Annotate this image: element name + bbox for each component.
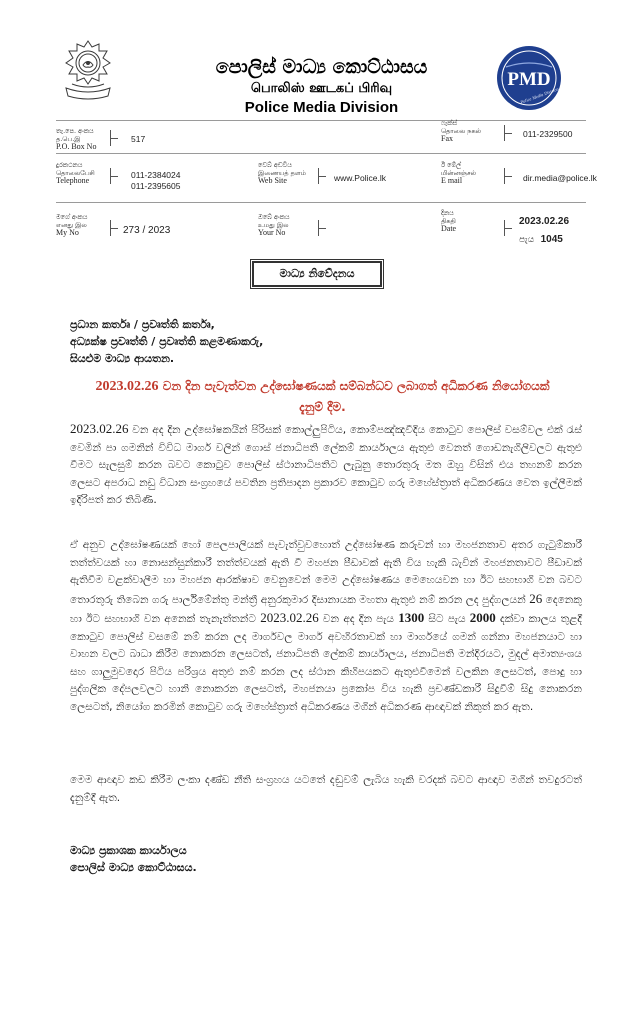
paragraph-2-text: වන අද දින පැය: [322, 613, 394, 625]
bracket: [318, 168, 328, 184]
time-label: පැය: [519, 234, 535, 244]
my-no-label: මගේ අංකය எனது இல My No: [56, 213, 88, 237]
notice-title: මාධ්‍ය නිවේදනය: [252, 261, 382, 287]
pmd-logo-text: PMD: [507, 69, 551, 90]
headline-line2: දැනුම් දීම.: [299, 400, 346, 414]
email-value[interactable]: dir.media@police.lk: [523, 173, 597, 183]
signature-line: මාධ්‍ය ප්‍රකාශක කාර්යාලය: [70, 844, 187, 857]
time-row: [519, 234, 563, 245]
time-value: 1045: [540, 234, 563, 245]
paragraph-2-text: දෙනෙකු හා ඊට සහභාගි වන අනෙක් තැනැත්තන්ට: [70, 593, 582, 625]
headline: [60, 376, 585, 417]
time-to: 2000: [469, 610, 496, 625]
po-box-label: තැ.පෙ. අංකය த.பெ.இ P.O. Box No: [56, 127, 97, 151]
paragraph-2-text: දක්වා කාලය තුළදී කොටුව පොලිස් වසමේ නම් කරන ලද මාර්ගවල මාර්ග අවහිරතාවක් හා මාර්ගයේ ගමන් ගන්නා මහජනයාට හා වාහන වලට බාධා කිරීම නොකරන ලෙසටත්, ජනාධිපති ලේකම් කාර්යාලය, ජනාධිපති මන්දිරයට, මුදල් අමාත්‍යංශය සහ ගාලුමුවදොර පිටිය පරිශ්‍රය අතුළු නම් කරන ලද ස්ථාන කිහිපයකට ඇතුළුවීමෙන් වලකින ලෙසටත්, පොදු හා පුද්ගලික දේපලවලට හානි නොකරන ලෙසටත්, මහජනයා ප්‍රකෝප විය හැකි ප්‍රචණ්ඩකාරී සිදුවීම් සිදු නොකරන ලෙසටත්, නියෝග කරමින් කොටුව ගරු මහේස්ත්‍රාත් අධිකරණය මගින් අධිකරණ ආඥාවක් නිකුත් කර ඇත.: [70, 613, 582, 713]
fax-value: 011-2329500: [523, 129, 573, 139]
signature-line: පොලිස් මාධ්‍ය කොට්ඨාසය.: [70, 861, 197, 874]
addressee-line: සියළුම මාධ්‍ය ආයතන.: [70, 352, 175, 365]
headline-text: වන දින පැවැත්වන උද්ඝෝෂණයක් සම්බන්ධව ලබාගත් අධිකරණ නියෝගයක්: [162, 379, 550, 393]
divider: [56, 202, 586, 203]
bracket: [504, 125, 514, 141]
pmd-logo-ring-text: Police Media Division: [519, 86, 560, 105]
date-value: 2023.02.26: [519, 216, 570, 227]
email-label: ඊ මේල් மின்னஞ்சல் E mail: [441, 161, 476, 185]
time-from: 1300: [398, 610, 425, 625]
paragraph-2-text: සිට පැය: [428, 613, 466, 625]
website-value[interactable]: www.Police.lk: [334, 173, 386, 183]
my-no-value: 273 / 2023: [123, 225, 171, 236]
divider: [56, 153, 586, 154]
person-count: 26: [529, 590, 543, 606]
title-sinhala: පොලිස් මාධ්‍ය කොට්ඨාසය: [215, 56, 428, 78]
paragraph-2-date: 2023.02.26: [260, 610, 319, 625]
paragraph-2: [70, 537, 582, 716]
paragraph-1: [70, 420, 582, 510]
bracket: [110, 130, 120, 146]
paragraph-2-text: ඒ අනුව උද්ඝෝෂණයක් හෝ පෙලපාලියක් පැවැත්වුවහොත් උද්ඝෝෂණ කරුවන් හා මහජනතාව අතර ගැටුම්කාරී තත්ත්වයක් හා නොසන්සුන්කාරී තත්ත්වයක් ඇති වී මහජන පීඩාවක් ඇති විය හැකි බැවින් මහජනතාවට පීඩාවක් ඇතිවීම වළක්වාලීම හා මහජන ආරක්ෂාව වෙනුවෙන් මෙම උද්ඝෝෂණය මෙහෙයවන හා ඊට සහභාගි වන බවට තොරතුරු තිබෙන ගරු පාර්ලිමේන්තු මන්ත්‍රී අනුරකුමාර දිසානායක මහතා ඇතුළු නම් කරන ලද පුද්ගලයන්: [70, 539, 582, 606]
bracket: [504, 220, 514, 236]
po-box-value: 517: [131, 134, 146, 144]
date-label: දිනය திகதி Date: [441, 209, 457, 233]
title-tamil: பொலிஸ் ஊடகப் பிரிவு: [250, 81, 393, 96]
telephone-label: දුරකථනය தொலைபேசி Telephone: [56, 161, 95, 185]
bracket: [110, 168, 120, 184]
telephone-value-1: 011-2384024: [131, 170, 181, 180]
website-label: වෙබ් අඩවිය இணையத் தளம் Web Site: [258, 161, 306, 185]
pmd-logo-icon: [496, 45, 562, 111]
bracket: [504, 168, 514, 184]
telephone-value-2: 011-2395605: [131, 181, 181, 191]
paragraph-3: මෙම ආඥාව කඩ කිරීම ලංකා දණ්ඩ නීති සංග්‍රහය යටතේ දඬුවම් ලැබිය හැකි වරදක් බවට ආඥාව මගින් තවදුරටත් දැනුම්දී ඇත.: [70, 774, 582, 804]
addressee-line: අධ්‍යක්ෂ ප්‍රවෘත්ති / ප්‍රවෘත්ති කළමණාකරු,: [70, 335, 264, 348]
bracket: [110, 220, 120, 236]
your-no-label: ඔබේ අංකය உமது இல Your No: [258, 213, 290, 237]
paragraph-1-date: 2023.02.26: [70, 421, 129, 436]
bracket: [318, 220, 328, 236]
addressee-line: ප්‍රධාන කර්තෘ / ප්‍රවෘත්ති කර්තෘ,: [70, 318, 215, 331]
fax-label: ෆැක්ස් தொலை நகல் Fax: [441, 119, 482, 143]
headline-date: 2023.02.26: [95, 379, 159, 394]
title-english: Police Media Division: [244, 99, 399, 116]
paragraph-1-text: වන අද දින උද්ඝෝෂකයින් පිරිසක් කොල්ලුපිටිය, කොම්පඤ්ඤවීදිය කොටුව පොලිස් වසම්වල එක් රැස් වෙමින් පා ගමනින් විවිධ මාර්ග වලින් ගොස් ජනාධිපති ලේකම් කාර්යාලය ඇතුළු වෙනත් ගොඩනැගිලිවලට ඇතුළු වීමට සැලසුම් කරන බවට කොටුව පොලිස් ස්ථානාධිපතිට ලැබුනු තොරතුරු මත ඔහු විසින් එය තහනම් කරන ලෙසට අපරාධ නඩු විධාන සංග්‍රහයේ පවතින ප්‍රතිපාදන ප්‍රකාරව කොටුව ගරු මහේස්ත්‍රාත් අධිකරණය වෙත ඉල්ලීමක් ඉදිරිපත් කර තිබිණි.: [70, 424, 582, 506]
divider: [56, 120, 586, 121]
